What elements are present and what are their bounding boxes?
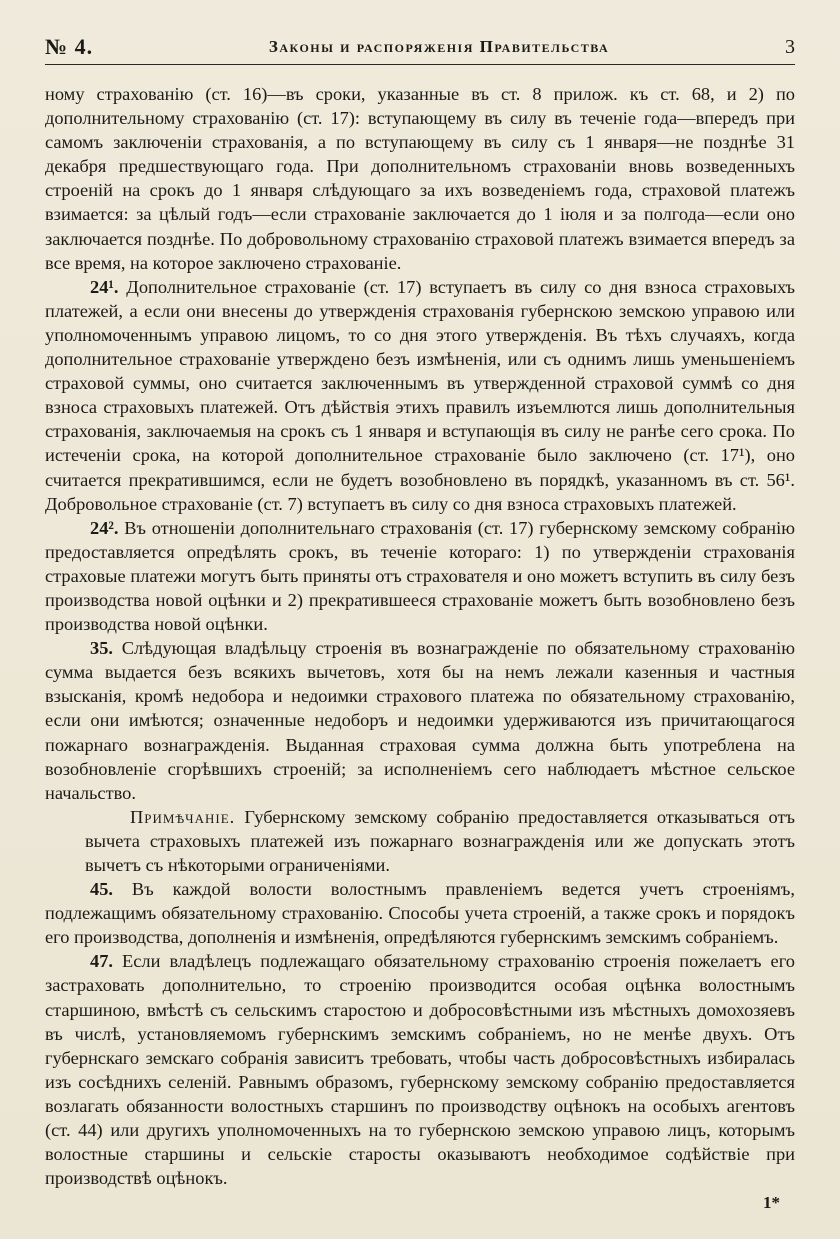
article-text: Дополнительное страхованіе (ст. 17) вступаетъ въ силу со дня взноса страховыхъ платежей, а если они внесены до утвержденія страхованія губернскою земскою управою или уполномоченнымъ управою лицомъ, то со дня этого утвержденія. Въ тѣхъ случаяхъ, когда дополнительное страхованіе утверждено безъ измѣненія, или съ однимъ лишь уменьшеніемъ страховой суммы, оно считается заключеннымъ въ утвержденной страховой суммѣ со дня взноса страховыхъ платежей. Отъ дѣйствія этихъ правилъ изъемлются лишь дополнительныя страхованія, заключаемыя на срокъ съ 1 января и вступающія въ силу не ранѣе сего срока. По истеченіи срока, на которой дополнительное страхованіе было заключено (ст. 17¹), оно считается прекратившимся, если не будетъ возобновлено въ порядкѣ, указанномъ въ ст. 56¹. Добровольное страхованіе (ст. 7) вступаетъ въ силу со дня взноса страховыхъ платежей. — [45, 276, 795, 514]
article-45 — [45, 877, 795, 949]
article-text: Слѣдующая владѣльцу строенія въ вознагражденіе по обязательному страхованію сумма выдается безъ всякихъ вычетовъ, хотя бы на немъ лежали казенныя и частныя взысканія, кромѣ недобора и недоимки страхового платежа по обязательному страхованію, если они имѣются; означенные недоборъ и недоимки удерживаются изъ причитающагося пожарнаго вознагражденія. Выданная страховая сумма должна быть употреблена на возобновленіе сгорѣвшихъ строеній; за исполненіемъ сего наблюдаетъ мѣстное сельское начальство. — [45, 638, 795, 803]
article-text: Въ каждой волости волостнымъ правленіемъ ведется учетъ строеніямъ, подлежащимъ обязательному страхованію. Способы учета строеній, а также срокъ и порядокъ его производства, дополненія и измѣненія, опредѣляются губернскимъ земскимъ собраніемъ. — [45, 879, 795, 948]
signature-mark: 1* — [763, 1193, 780, 1212]
article-47 — [45, 949, 795, 1190]
article-number: 24². — [90, 517, 119, 538]
document-body — [45, 82, 795, 1190]
issue-number: № 4. — [45, 34, 94, 59]
article-35 — [45, 636, 795, 805]
article-text: Въ отношеніи дополнительнаго страхованія (ст. 17) губернскому земскому собранію предоставляется опредѣлять срокъ, въ теченіе котораго: 1) по утвержденіи страхованія страховые платежи могутъ быть приняты отъ страхователя и оно можетъ вступить въ силу безъ производства новой оцѣнки и 2) прекратившееся страхованіе можетъ быть возобновлено безъ производства новой оцѣнки. — [45, 517, 795, 635]
article-number: 35. — [90, 638, 113, 659]
article-number: 24¹. — [90, 276, 119, 297]
article-35-note — [85, 805, 795, 877]
running-title: Законы и распоряженія Правительства — [268, 37, 610, 56]
page-number: 3 — [784, 35, 795, 58]
paragraph-continuation — [45, 82, 795, 275]
article-24-1 — [45, 275, 795, 516]
article-24-2 — [45, 516, 795, 636]
paragraph-text: ному страхованію (ст. 16)—въ сроки, указанные въ ст. 8 прилож. къ ст. 68, и 2) по дополнительному страхованію (ст. 17): вступающему въ силу въ теченіе года—впередъ при самомъ заключеніи страхованія, а по вступающему въ силу съ 1 января—не позднѣе 31 декабря предшествующаго года. При дополнительномъ страхованіи вновь возведенныхъ строеній на срокъ до 1 января слѣдующаго за ихъ возведеніемъ года, страховой платежъ взимается: за цѣлый годъ—если страхованіе заключается до 1 іюля и за полгода—если оно заключается позднѣе. По добровольному страхованію страховой платежъ взимается впередъ за все время, на которое заключено страхованіе. — [45, 84, 795, 273]
article-text: Если владѣлецъ подлежащаго обязательному страхованію строенія пожелаетъ его застраховать дополнительно, то строенію производится особая оцѣнка волостнымъ старшиною, вмѣстѣ съ сельскимъ старостою и добросовѣстными изъ мѣстныхъ домохозяевъ въ числѣ, установляемомъ губернскимъ земскимъ собраніемъ, но не менѣе двухъ. Отъ губернскаго земскаго собранія зависитъ требовать, чтобы часть добросовѣстныхъ избиралась изъ сосѣднихъ селеній. Равнымъ образомъ, губернскому земскому собранію предоставляется возлагать обязанности волостныхъ старшинъ по производству оцѣнокъ на особыхъ агентовъ (ст. 44) или другихъ уполномоченныхъ на то губернскою земскою управою лицъ, которымъ волостные старшины и сельскіе старосты оказываютъ необходимое содѣйствіе при производствѣ оцѣнокъ. — [45, 951, 795, 1189]
note-label: Примѣчаніе. — [130, 806, 236, 827]
note-text: Губернскому земскому собранію предоставляется отказываться отъ вычета страховыхъ платежей изъ пожарнаго вознагражденія или же допускать этотъ вычетъ съ нѣкоторыми ограниченіями. — [85, 806, 795, 875]
article-number: 47. — [90, 951, 113, 972]
page-header — [45, 30, 795, 65]
article-number: 45. — [90, 879, 113, 900]
